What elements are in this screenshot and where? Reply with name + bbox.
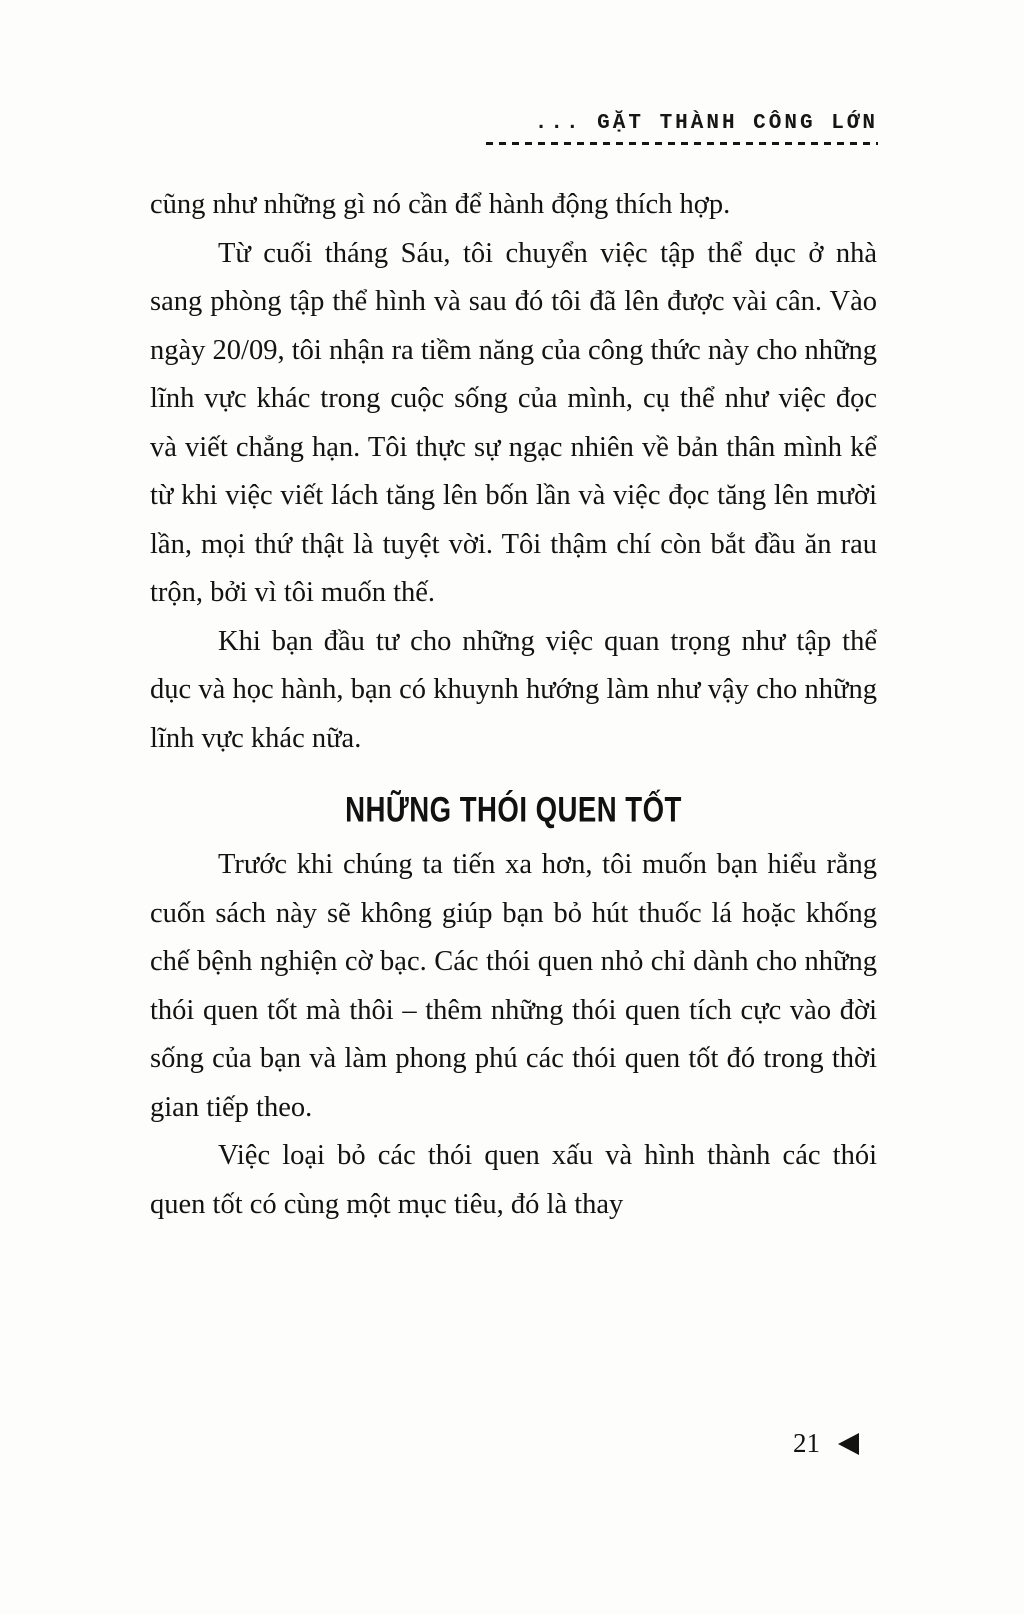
paragraph-continuation: cũng như những gì nó cần để hành động thích hợp. — [150, 189, 731, 220]
running-title: ... GẶT THÀNH CÔNG LỚN — [534, 112, 878, 135]
header-dashed-rule — [486, 142, 878, 145]
paragraph: Từ cuối tháng Sáu, tôi chuyển việc tập thể dục ở nhà sang phòng tập thể hình và sau đó tôi đã lên được vài cân. Vào ngày 20/09, tôi nhận ra tiềm năng của công thức này cho những lĩnh vực khác trong cuộc sống của mình, cụ thể như việc đọc và viết chẳng hạn. Tôi thực sự ngạc nhiên về bản thân mình kể từ khi việc viết lách tăng lên bốn lần và việc đọc tăng lên mười lần, mọi thứ thật là tuyệt vời. Tôi thậm chí còn bắt đầu ăn rau trộn, bởi vì tôi muốn thế. — [150, 237, 877, 608]
section-heading: NHỮNG THÓI QUEN TỐT — [345, 790, 682, 830]
paragraph: Khi bạn đầu tư cho những việc quan trọng như tập thể dục và học hành, bạn có khuynh hướng làm như vậy cho những lĩnh vực khác nữa. — [150, 625, 877, 754]
page-body — [150, 181, 877, 1229]
left-triangle-icon — [838, 1433, 859, 1455]
page-number: 21 — [793, 1428, 820, 1458]
paragraph: Việc loại bỏ các thói quen xấu và hình thành các thói quen tốt có cùng một mục tiêu, đó là thay — [150, 1140, 877, 1220]
page-footer — [793, 1428, 859, 1459]
paragraph: Trước khi chúng ta tiến xa hơn, tôi muốn bạn hiểu rằng cuốn sách này sẽ không giúp bạn bỏ hút thuốc lá hoặc khống chế bệnh nghiện cờ bạc. Các thói quen nhỏ chỉ dành cho những thói quen tốt mà thôi – thêm những thói quen tích cực vào đời sống của bạn và làm phong phú các thói quen tốt đó trong thời gian tiếp theo. — [150, 849, 877, 1123]
page-header — [486, 112, 878, 145]
